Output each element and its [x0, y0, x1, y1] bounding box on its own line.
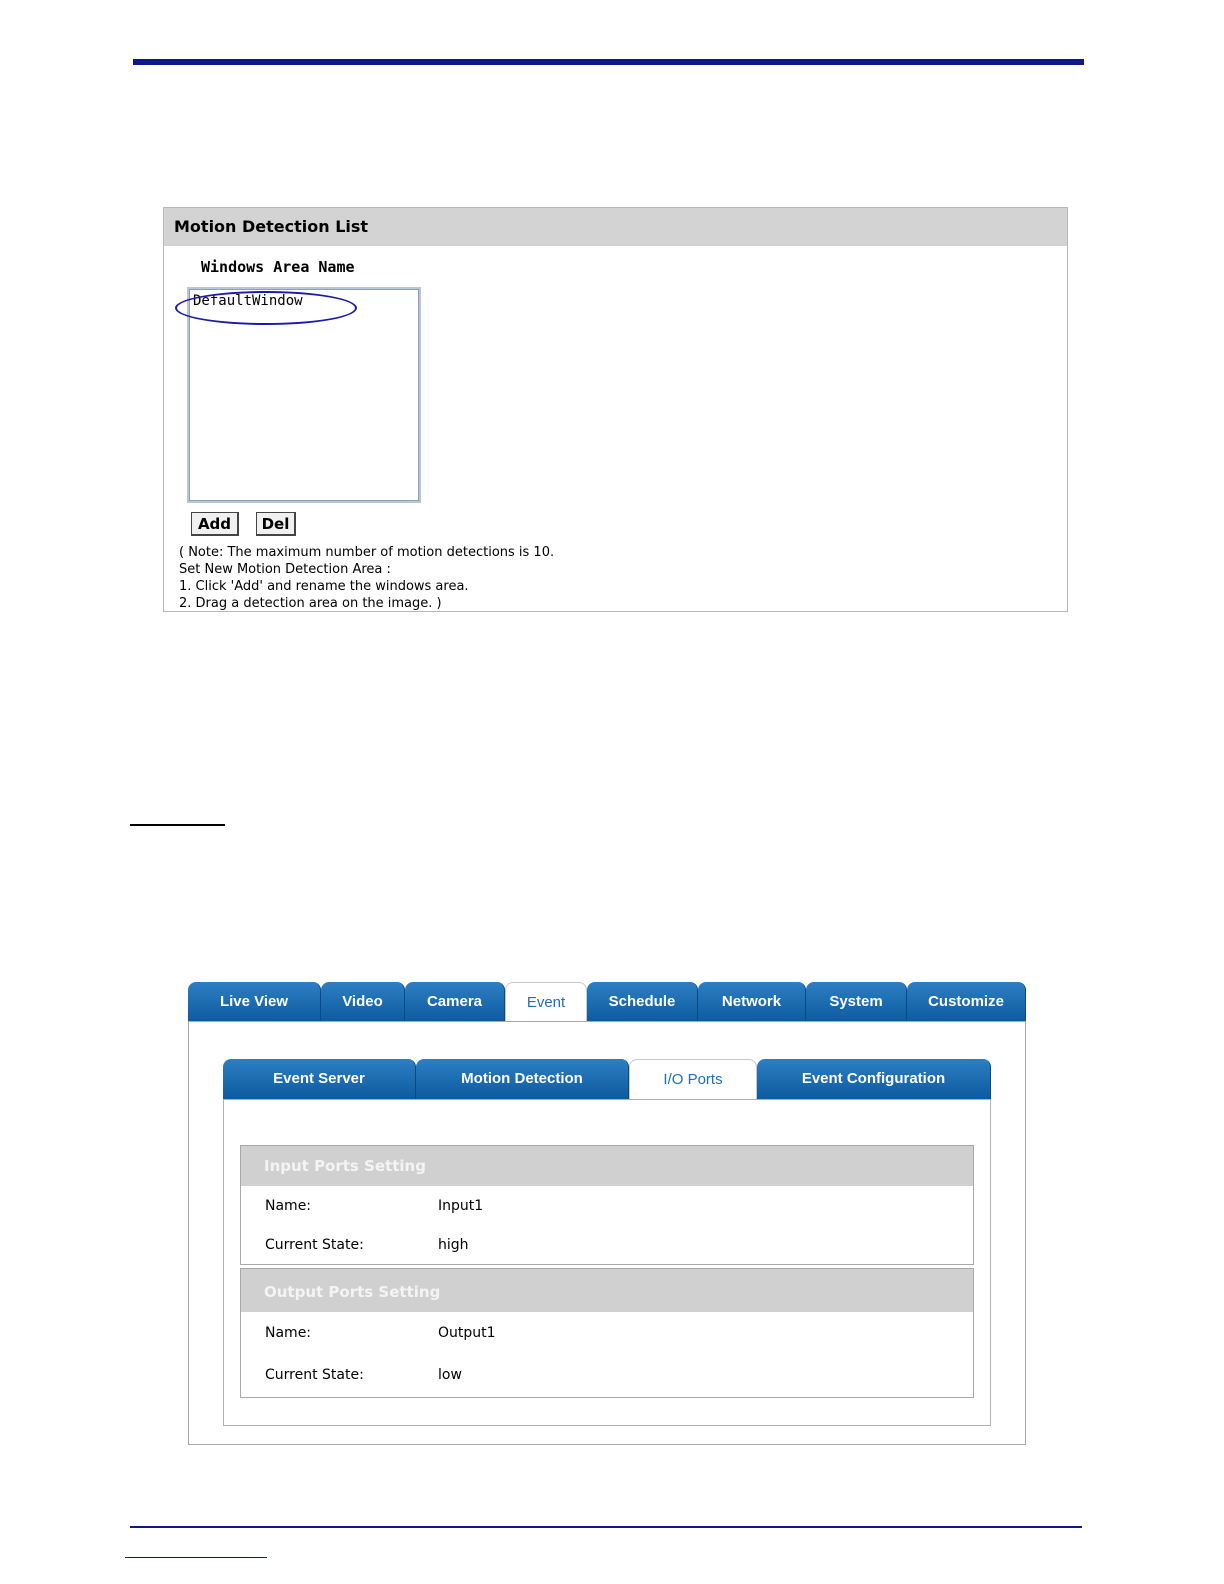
list-item[interactable]: DefaultWindow: [193, 293, 303, 309]
tab-event[interactable]: Event: [505, 982, 587, 1022]
note-line: ( Note: The maximum number of motion detections is 10.: [179, 545, 555, 560]
tab-network[interactable]: Network: [698, 982, 806, 1022]
footer-underline: [125, 1557, 267, 1558]
main-tab-bar: [188, 982, 1026, 1022]
underline-rule: [130, 824, 225, 826]
note-line: Set New Motion Detection Area :: [179, 562, 391, 577]
add-button[interactable]: Add: [191, 512, 239, 536]
section-title: Input Ports Setting: [241, 1146, 973, 1186]
sub-tab-bar: [223, 1059, 991, 1099]
name-label: Name:: [265, 1325, 312, 1341]
tab-system[interactable]: System: [806, 982, 907, 1022]
state-label: Current State:: [265, 1367, 364, 1383]
input-ports-section: [240, 1145, 974, 1265]
note-line: 2. Drag a detection area on the image. ): [179, 596, 442, 611]
state-label: Current State:: [265, 1237, 364, 1253]
del-button[interactable]: Del: [256, 512, 296, 536]
header-rule: [133, 59, 1084, 65]
name-value: Output1: [438, 1325, 496, 1341]
tab-event-configuration[interactable]: Event Configuration: [757, 1059, 991, 1099]
tab-schedule[interactable]: Schedule: [587, 982, 698, 1022]
tab-io-ports[interactable]: I/O Ports: [629, 1059, 757, 1099]
tab-live-view[interactable]: Live View: [188, 982, 321, 1022]
output-ports-section: [240, 1268, 974, 1398]
state-value: low: [438, 1367, 462, 1383]
footer-rule: [130, 1526, 1082, 1528]
tab-camera[interactable]: Camera: [405, 982, 505, 1022]
column-header: Windows Area Name: [201, 258, 355, 276]
highlight-circle: [175, 291, 357, 325]
name-value: Input1: [438, 1198, 484, 1214]
name-label: Name:: [265, 1198, 312, 1214]
tab-event-server[interactable]: Event Server: [223, 1059, 416, 1099]
note-line: 1. Click 'Add' and rename the windows area.: [179, 579, 469, 594]
tab-motion-detection[interactable]: Motion Detection: [416, 1059, 629, 1099]
section-title: Output Ports Setting: [241, 1269, 973, 1312]
motion-detection-panel: [163, 207, 1068, 612]
tab-customize[interactable]: Customize: [907, 982, 1026, 1022]
note-text: [179, 544, 554, 612]
panel-title: Motion Detection List: [164, 208, 1067, 246]
tab-video[interactable]: Video: [321, 982, 405, 1022]
state-value: high: [438, 1237, 469, 1253]
